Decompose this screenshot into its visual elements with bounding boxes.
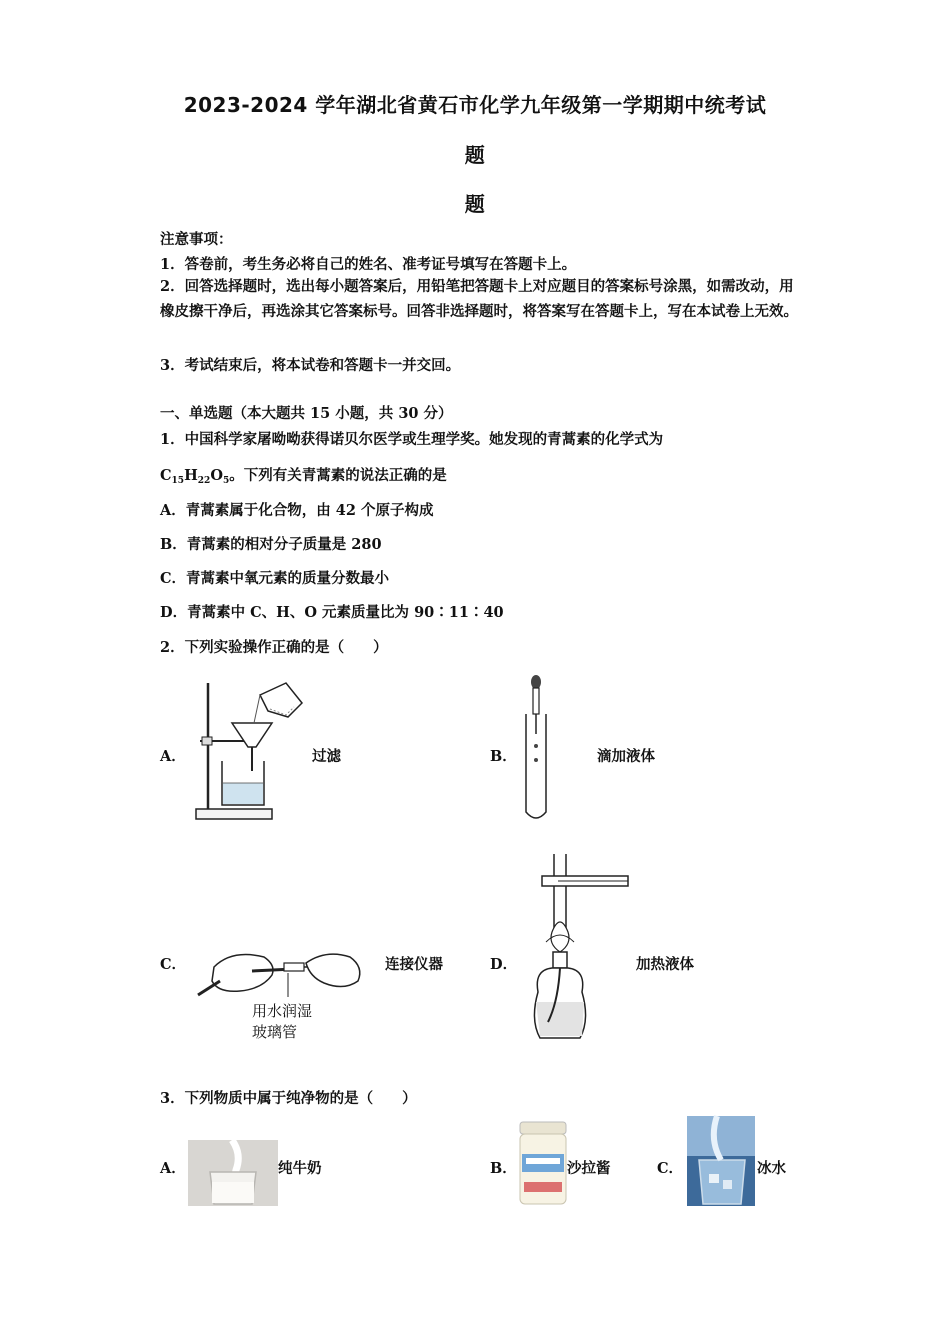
- formula-o: O: [210, 467, 223, 484]
- q3-option-b-text: 沙拉酱: [567, 1160, 611, 1177]
- page-title-continued: 题: [464, 143, 486, 167]
- tube-caption-line-2: 玻璃管: [252, 1023, 298, 1041]
- q3-option-b-letter: B．: [490, 1160, 517, 1177]
- alcohol-lamp-heating-figure: [528, 852, 633, 1052]
- q2-option-d-text: 加热液体: [636, 956, 694, 973]
- formula-c: C: [160, 467, 172, 484]
- tube-caption-line-1: 用水润湿: [252, 1002, 313, 1020]
- q2-option-d-letter: D．: [490, 956, 518, 973]
- notice-item-3: 3．考试结束后，将本试卷和答题卡一并交回。: [160, 357, 461, 374]
- page-title-repeat: 题: [464, 192, 486, 216]
- formula-h-sub: 22: [197, 476, 211, 486]
- q2-option-b-letter: B．: [490, 748, 517, 765]
- q2-option-b-text: 滴加液体: [597, 748, 655, 765]
- q1-option-a: A．青蒿素属于化合物，由 42 个原子构成: [160, 502, 434, 519]
- q3-option-c-text: 冰水: [757, 1160, 786, 1177]
- page-title: 2023-2024 学年湖北省黄石市化学九年级第一学期期中统考试: [183, 93, 767, 117]
- q1-formula-line: [160, 464, 447, 486]
- q3-option-a-text: 纯牛奶: [278, 1160, 322, 1177]
- q1-option-c: C．青蒿素中氧元素的质量分数最小: [160, 570, 390, 587]
- q2-option-c-text: 连接仪器: [385, 956, 443, 973]
- dropper-test-tube-figure: [518, 672, 558, 824]
- section-heading: 一、单选题（本大题共 15 小题，共 30 分）: [160, 405, 453, 422]
- q2-option-a-letter: A．: [160, 748, 186, 765]
- formula-o-sub: 5: [222, 476, 230, 486]
- q2-option-c-letter: C．: [160, 956, 187, 973]
- notice-item-1: 1．答卷前，考生务必将自己的姓名、准考证号填写在答题卡上。: [160, 256, 577, 273]
- q1-option-d: D．青蒿素中 C、H、O 元素质量比为 90∶11∶40: [160, 604, 504, 621]
- ice-water-photo: [687, 1116, 755, 1206]
- milk-photo: [188, 1140, 278, 1206]
- notice-heading: 注意事项：: [160, 231, 233, 248]
- formula-c-sub: 15: [171, 476, 185, 486]
- q1-option-b: B．青蒿素的相对分子质量是 280: [160, 536, 382, 553]
- salad-dressing-jar-photo: [518, 1120, 568, 1206]
- tube-caption: [252, 1001, 312, 1043]
- q2-option-a-text: 过滤: [312, 748, 341, 765]
- filtration-apparatus-figure: [190, 675, 310, 825]
- q2-stem: 2．下列实验操作正确的是（ ）: [160, 639, 388, 656]
- q3-stem: 3．下列物质中属于纯净物的是（ ）: [160, 1090, 417, 1107]
- notice-item-2: 2．回答选择题时，选出每小题答案后，用铅笔把答题卡上对应题目的答案标号涂黑，如需改动，用橡皮擦干净后，再选涂其它答案标号。回答非选择题时，将答案写在答题卡上，写在本试卷上无效。: [160, 278, 798, 320]
- q1-stem-rest: 。下列有关青蒿素的说法正确的是: [229, 467, 447, 484]
- formula-h: H: [184, 467, 198, 484]
- q3-option-a-letter: A．: [160, 1160, 186, 1177]
- q3-option-c-letter: C．: [657, 1160, 684, 1177]
- q1-stem: 1．中国科学家屠呦呦获得诺贝尔医学或生理学奖。她发现的青蒿素的化学式为: [160, 431, 664, 448]
